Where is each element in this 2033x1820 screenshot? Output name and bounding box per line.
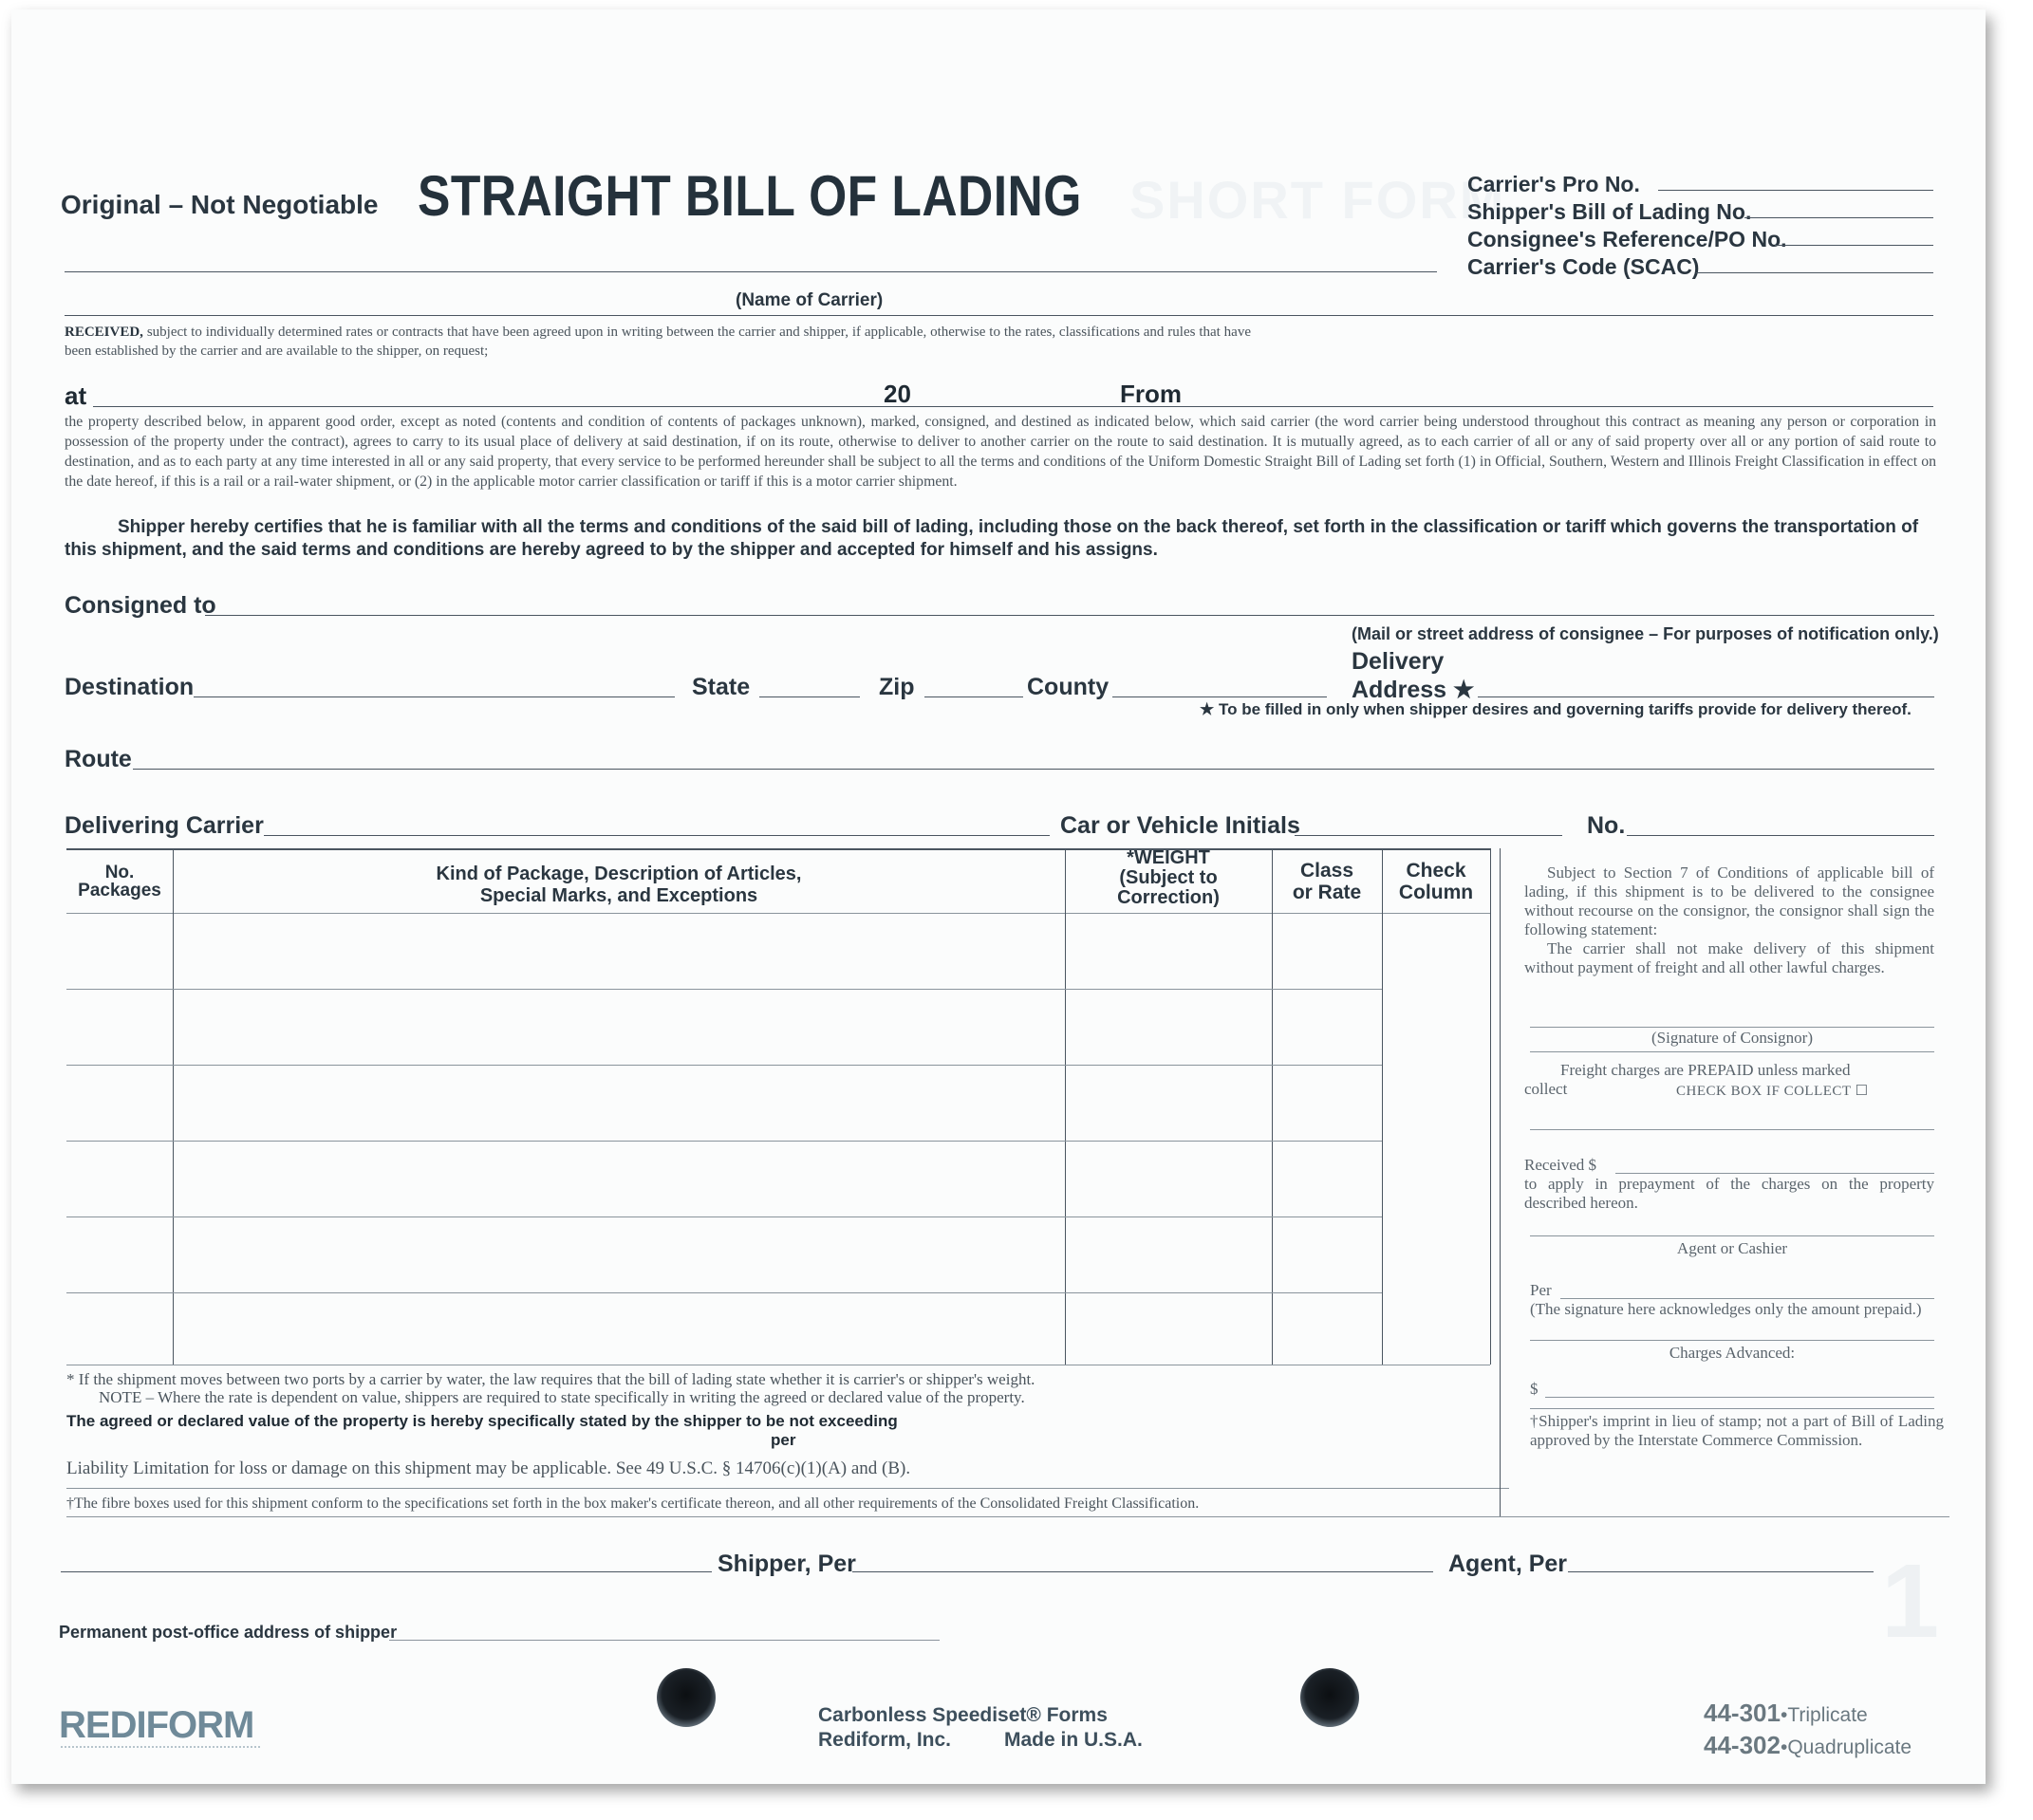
- star-note: ★ To be filled in only when shipper desires and governing tariffs provide for delivery thereof.: [1200, 700, 1912, 718]
- shipper-per-field[interactable]: [852, 1571, 1433, 1572]
- form-title: STRAIGHT BILL OF LADING: [418, 164, 1082, 228]
- delivery-word: Delivery: [1352, 648, 1445, 675]
- received-text: subject to individually determined rates or contracts that have been agreed upon in writing between the carrier and shipper, if applicable, otherwise to the rates, classifications and rules that have been established by the carrier and are available to the shipper, on request;: [65, 325, 1252, 359]
- dollar-sign: $: [1530, 1380, 1539, 1398]
- shipment-table: [66, 848, 1490, 1365]
- carrier-pro-field[interactable]: [1658, 190, 1933, 191]
- weight-header: [1065, 848, 1272, 908]
- description-header: [173, 864, 1065, 907]
- from-label: From: [1120, 380, 1182, 408]
- post-office-field[interactable]: [389, 1640, 940, 1641]
- company-name: Rediform, Inc.: [818, 1729, 952, 1751]
- weight-header-line1: *WEIGHT: [1127, 847, 1210, 868]
- received-lead: RECEIVED,: [65, 325, 143, 340]
- check-header-line2: Column: [1398, 882, 1474, 903]
- shipper-bol-label: Shipper's Bill of Lading No.: [1467, 199, 1752, 224]
- shipper-per-label: Shipper, Per: [718, 1551, 856, 1577]
- code1-number: 44-301: [1704, 1699, 1781, 1727]
- mail-note: (Mail or street address of consignee – For purposes of notification only.): [1352, 624, 1939, 643]
- code2-label: •Quadruplicate: [1780, 1736, 1912, 1758]
- bill-of-lading-form: [11, 9, 1986, 1784]
- per-text: per: [771, 1431, 796, 1449]
- fibre-rule: [66, 1516, 1949, 1517]
- consigned-to-label: Consigned to: [65, 592, 216, 619]
- col-divider-5: [1490, 848, 1491, 1365]
- received-amount-label: Received $: [1524, 1156, 1596, 1174]
- zip-field[interactable]: [924, 696, 1023, 697]
- shipper-name-field[interactable]: [61, 1571, 712, 1572]
- freight-prepaid-text: Freight charges are PREPAID unless marked: [1560, 1061, 1851, 1079]
- ack-rule: [1530, 1340, 1934, 1341]
- class-header: [1272, 860, 1382, 903]
- class-header-line1: Class: [1299, 860, 1354, 882]
- state-field[interactable]: [759, 696, 860, 697]
- original-label: Original – Not Negotiable: [61, 190, 379, 219]
- post-office-label: Permanent post-office address of shipper: [59, 1623, 398, 1642]
- consignee-ref-label: Consignee's Reference/PO No.: [1467, 227, 1787, 251]
- code1-label: •Triplicate: [1780, 1704, 1868, 1726]
- class-header-line2: or Rate: [1292, 882, 1362, 903]
- consigned-to-field[interactable]: [205, 615, 1934, 616]
- table-top-rule: [66, 848, 1490, 850]
- terms-paragraph: the property described below, in apparent good order, except as noted (contents and condition of contents of packages unknown), marked, consigned, and destined as indicated below, which said carrier (the word carrier being understood throughout this contract as meaning any person or corporation in possession of the property under the contract), agrees to carry to its usual place of delivery at said destination, if on its route, otherwise to deliver to another carrier on the route to said destination. It is mutually agreed, as to each carrier of all or any of said property over all or any portion of said route to destination, and as to each party at any time interested in all or any said property, that every service to be performed hereunder shall be subject to all the terms and conditions of the Uniform Domestic Straight Bill of Lading set forth (1) in Official, Southern, Western and Illinois Freight Classification in effect on the date hereof, if this is a rail or a rail-water shipment, or (2) in the applicable motor carrier classification or tariff if this is a motor carrier shipment.: [65, 414, 1936, 490]
- declared-value-text: The agreed or declared value of the property is hereby specifically stated by the shipper to be not exceeding: [66, 1412, 898, 1430]
- carrier-name-rule: [65, 315, 1933, 316]
- county-field[interactable]: [1112, 696, 1327, 697]
- agent-cashier-label: Agent or Cashier: [1676, 1239, 1788, 1257]
- liability-rule: [66, 1488, 1509, 1489]
- delivering-carrier-field[interactable]: [264, 835, 1050, 836]
- per-label: Per: [1530, 1281, 1552, 1299]
- description-header-line2: Special Marks, and Exceptions: [479, 885, 758, 906]
- code-quadruplicate: [1704, 1731, 1912, 1760]
- agent-cashier-field[interactable]: [1530, 1235, 1934, 1236]
- carrier-fields: [1467, 171, 1787, 281]
- liability-text: Liability Limitation for loss or damage on this shipment may be applicable. See 49 U.S.C. § 14706(c)(1)(A) and (B).: [66, 1458, 911, 1478]
- col-divider-2: [1065, 848, 1066, 1365]
- per-field[interactable]: [1560, 1298, 1934, 1299]
- carrier-pro-label: Carrier's Pro No.: [1467, 172, 1640, 196]
- code2-number: 44-302: [1704, 1731, 1781, 1759]
- destination-field[interactable]: [194, 696, 675, 697]
- shipper-bol-field[interactable]: [1744, 217, 1933, 218]
- water-note: * If the shipment moves between two ports by a carrier by water, the law requires that the bill of lading state whether it is carrier's or shipper's weight.: [66, 1370, 1035, 1388]
- at-from-field[interactable]: [93, 406, 1933, 407]
- agent-per-label: Agent, Per: [1448, 1551, 1568, 1577]
- description-header-line1: Kind of Package, Description of Articles,: [436, 864, 802, 884]
- code-triplicate: [1704, 1699, 1868, 1728]
- year-label: 20: [884, 380, 911, 408]
- agent-per-field[interactable]: [1568, 1571, 1874, 1572]
- rediform-logo: REDIFORM: [59, 1704, 254, 1746]
- table-header-rule: [66, 913, 1490, 914]
- watermark-short-form: SHORT FORM: [1129, 170, 1506, 230]
- zip-label: Zip: [879, 674, 915, 700]
- charges-rule: [1530, 1408, 1934, 1409]
- car-initials-label: Car or Vehicle Initials: [1060, 812, 1300, 839]
- packages-header: [66, 864, 173, 900]
- footnote-block: [66, 1370, 1433, 1406]
- table-row-rule: [66, 1065, 1382, 1066]
- charges-advanced-label: Charges Advanced:: [1669, 1344, 1796, 1362]
- scac-field[interactable]: [1696, 272, 1933, 273]
- carrier-name-field[interactable]: [65, 271, 1437, 272]
- table-row-rule: [66, 989, 1382, 990]
- scac-label: Carrier's Code (SCAC): [1467, 254, 1700, 279]
- consignee-ref-field[interactable]: [1775, 245, 1933, 246]
- packages-header-line1: No.: [104, 863, 135, 882]
- consignor-signature-label: (Signature of Consignor): [1651, 1029, 1813, 1047]
- acknowledge-text: (The signature here acknowledges only the amount prepaid.): [1530, 1300, 1922, 1318]
- value-note: NOTE – Where the rate is dependent on value, shippers are required to state specifically in writing the agreed or declared value of the property.: [99, 1388, 1025, 1406]
- section7-statement: Subject to Section 7 of Conditions of applicable bill of lading, if this shipment is to be delivered to the consignee without recourse on the consignor, the consignor shall sign the following statement:: [1524, 864, 1934, 938]
- check-header: [1382, 860, 1490, 903]
- carrier-delivery-note: The carrier shall not make delivery of this shipment without payment of freight and all other lawful charges.: [1524, 939, 1934, 976]
- vehicle-no-field[interactable]: [1627, 835, 1934, 836]
- punch-hole-left: [657, 1668, 716, 1727]
- certify-paragraph: Shipper hereby certifies that he is familiar with all the terms and conditions of the said bill of lading, including those on the back thereof, set forth in the classification or tariff which governs the transportation of this shipment, and the said terms and conditions are hereby agreed to by the shipper and accepted for himself and his assigns.: [65, 517, 1919, 560]
- at-label: at: [65, 381, 87, 410]
- weight-header-line3: Correction): [1117, 887, 1220, 908]
- address-word: Address ★: [1352, 677, 1475, 703]
- table-row-rule: [66, 1216, 1382, 1217]
- punch-hole-right: [1300, 1668, 1359, 1727]
- received-amount-field[interactable]: [1615, 1173, 1934, 1174]
- prepayment-text: to apply in prepayment of the charges on the property described hereon.: [1524, 1175, 1934, 1212]
- made-in-label: Made in U.S.A.: [1004, 1729, 1143, 1751]
- signature-rule: [1530, 1051, 1934, 1052]
- name-of-carrier-label: (Name of Carrier): [736, 290, 884, 310]
- collect-checkbox[interactable]: CHECK BOX IF COLLECT ☐: [1676, 1084, 1869, 1099]
- section7-text: [1524, 864, 1934, 977]
- collect-rule: [1530, 1129, 1934, 1130]
- delivering-carrier-label: Delivering Carrier: [65, 812, 264, 839]
- col-divider-4: [1382, 848, 1383, 1365]
- consignor-signature-field[interactable]: [1530, 1027, 1934, 1028]
- table-row-rule: [66, 1141, 1382, 1142]
- check-header-line1: Check: [1406, 860, 1466, 882]
- destination-label: Destination: [65, 674, 195, 700]
- route-label: Route: [65, 746, 132, 772]
- packages-header-line2: Packages: [78, 881, 161, 901]
- vehicle-no-label: No.: [1587, 812, 1626, 839]
- page-number: 1: [1881, 1543, 1940, 1660]
- route-field[interactable]: [133, 769, 1934, 770]
- delivery-address-label: [1352, 647, 1474, 704]
- table-row-rule: [66, 1292, 1382, 1293]
- charges-advanced-field[interactable]: [1545, 1397, 1934, 1398]
- county-label: County: [1027, 674, 1110, 700]
- freight-collect-text: collect: [1524, 1080, 1568, 1098]
- logo-underline: [61, 1746, 260, 1748]
- car-initials-field[interactable]: [1295, 835, 1562, 836]
- col-divider-1: [173, 848, 174, 1365]
- weight-header-line2: (Subject to: [1119, 867, 1218, 888]
- received-paragraph: [65, 323, 1251, 361]
- delivery-address-field[interactable]: [1478, 696, 1934, 697]
- col-divider-3: [1272, 848, 1273, 1365]
- state-label: State: [692, 674, 751, 700]
- imprint-text: †Shipper's imprint in lieu of stamp; not a part of Bill of Lading approved by the Interstate Commerce Commission.: [1530, 1412, 1944, 1449]
- fibre-text: †The fibre boxes used for this shipment conform to the specifications set forth in the box maker's certificate thereon, and all other requirements of the Consolidated Freight Classification.: [66, 1495, 1200, 1512]
- product-name: Carbonless Speediset® Forms: [818, 1704, 1108, 1726]
- sidebar-divider: [1500, 848, 1501, 1516]
